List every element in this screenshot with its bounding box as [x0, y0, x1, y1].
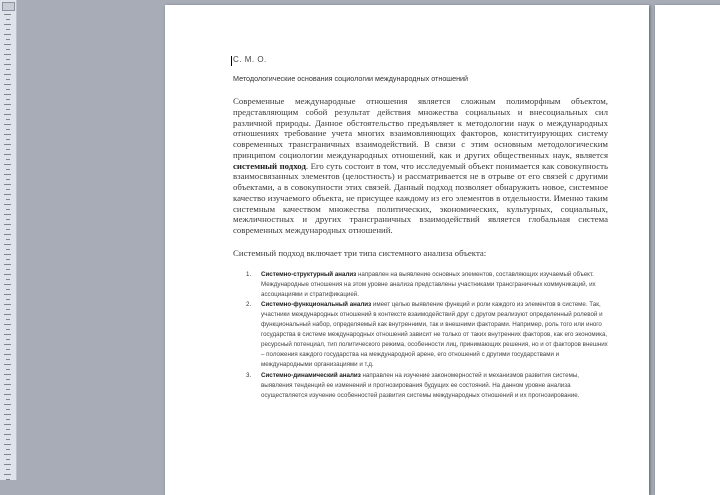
ruler-tick [6, 79, 10, 80]
ruler-tick [4, 384, 11, 385]
ruler-tick [6, 159, 10, 160]
ruler-tick [4, 274, 11, 275]
ruler-tick [6, 429, 10, 430]
page-content [233, 55, 608, 417]
ruler-tick [4, 444, 11, 445]
ruler-tick [6, 189, 10, 190]
ruler-tick [6, 419, 10, 420]
ruler-tick [4, 404, 11, 405]
ruler-tick [6, 389, 10, 390]
ruler-tick [4, 414, 11, 415]
body-paragraph [233, 96, 608, 236]
ruler-tick [4, 284, 11, 285]
list-intro: Системный подход включает три типа системного анализа объекта: [233, 247, 487, 258]
ruler-tick [4, 394, 11, 395]
ruler-tick [4, 14, 11, 15]
ruler-tick [6, 209, 10, 210]
ruler-tick [4, 214, 11, 215]
ruler-tick [4, 324, 11, 325]
ruler-tick [6, 119, 10, 120]
ruler-tick [6, 349, 10, 350]
ruler-tick [4, 374, 11, 375]
ruler-tick [6, 49, 10, 50]
ruler-tick [6, 109, 10, 110]
ruler-tick [4, 464, 11, 465]
ruler-tick [4, 364, 11, 365]
ruler-tick [4, 314, 11, 315]
ruler-tick [6, 309, 10, 310]
ruler-tick [6, 459, 10, 460]
ruler-tick [6, 449, 10, 450]
ruler-tick [6, 339, 10, 340]
ruler-tick [4, 54, 11, 55]
ruler-tick [6, 369, 10, 370]
list-item-term: Системно-динамический анализ [261, 371, 361, 379]
ruler-tick [6, 169, 10, 170]
ruler-tick [4, 234, 11, 235]
ruler-tick [6, 129, 10, 130]
ruler-tick [6, 239, 10, 240]
ruler-tick [6, 99, 10, 100]
ruler-tick [4, 44, 11, 45]
ruler-tick [4, 134, 11, 135]
paragraph-text-b: . Его суть состоит в том, что исследуемый объект понимается как совокупность взаимосвязанных элементов (целостность) и рассматривается не в отрыве от его связей с другими объектами, а в совокупности этих связей. Данный подход позволяет обнаружить новое, системное качество изучаемого объекта, не присущее каждому из его элементов в отдельности. Именно таким системным качеством множества политических, экономических, культурных, социальных, межличностных и других трансграничных взаимодействий является глобальная система современных международных отношений. [233, 160, 608, 235]
ruler-tick [4, 454, 11, 455]
next-document-page[interactable] [655, 5, 720, 495]
ruler-tick [4, 174, 11, 175]
ruler-tick [6, 19, 10, 20]
ruler-tick [6, 359, 10, 360]
list-item [233, 270, 608, 300]
text-cursor [231, 56, 232, 66]
list-item-text: направлен на выявление основных элементов, составляющих изучаемый объект. Международные отношения на этом уровне анализа представлены участниками трансграничных коммуникаций, их ассоциациями и стратификацией. [261, 270, 596, 298]
ruler-tick [6, 299, 10, 300]
ruler-tick [4, 244, 11, 245]
vertical-ruler[interactable] [0, 0, 17, 480]
document-title: Методологические основания социологии международных отношений [233, 74, 469, 83]
ruler-tick [4, 264, 11, 265]
ruler-tick [6, 329, 10, 330]
ruler-tick [6, 379, 10, 380]
ruler-tick [6, 399, 10, 400]
list-item-text: направлен на изучение закономерностей и механизмов развития системы, выявления тенденций ее изменений и прогнозирования будущих ее состояний. На данном уровне анализа осуществляется изучение особенностей развития системы международных отношений и их прогнозирование. [261, 371, 580, 399]
ruler-tick [4, 124, 11, 125]
list-item [233, 300, 608, 369]
author-text: С. М. О. [233, 55, 267, 64]
paragraph-text-a: Современные международные отношения является сложным полиморфным объектом, представляющим собой результат действия множества социальных и внесоциальных сил различной природы. Данное обстоятельство предъявляет к методологии наук о международных отношениях требование учета многих взаимовлияющих факторов, конституирующих систему современных трансграничных взаимодействий. В связи с этим основным методологическим принципом социологии международных отношений, как и других общественных наук, является [233, 96, 608, 160]
ruler-margin-marker[interactable] [2, 2, 15, 11]
ruler-tick [4, 334, 11, 335]
ruler-tick [6, 29, 10, 30]
ruler-tick [6, 139, 10, 140]
ruler-tick [4, 24, 11, 25]
ruler-tick [4, 344, 11, 345]
list-item-term: Системно-структурный анализ [261, 270, 357, 278]
analysis-types-list [233, 270, 608, 401]
ruler-tick [4, 204, 11, 205]
ruler-tick [4, 84, 11, 85]
ruler-tick [4, 114, 11, 115]
ruler-tick [4, 74, 11, 75]
ruler-tick [6, 469, 10, 470]
ruler-tick [4, 434, 11, 435]
ruler-tick [6, 279, 10, 280]
ruler-tick [4, 164, 11, 165]
ruler-tick [4, 34, 11, 35]
ruler-tick [4, 294, 11, 295]
ruler-tick [6, 259, 10, 260]
author-line [233, 55, 608, 64]
ruler-tick [6, 249, 10, 250]
document-page[interactable] [165, 5, 649, 495]
ruler-tick [4, 424, 11, 425]
ruler-tick [4, 224, 11, 225]
ruler-tick [6, 69, 10, 70]
ruler-tick [4, 474, 11, 475]
ruler-tick [6, 229, 10, 230]
ruler-tick [6, 219, 10, 220]
ruler-tick [6, 89, 10, 90]
list-item [233, 371, 608, 401]
ruler-tick [4, 184, 11, 185]
ruler-tick [4, 144, 11, 145]
list-item-number: 1. [246, 270, 252, 278]
ruler-tick [4, 354, 11, 355]
list-item-term: Системно-функциональный анализ [261, 301, 372, 309]
ruler-tick [6, 289, 10, 290]
ruler-tick [4, 94, 11, 95]
ruler-tick [6, 409, 10, 410]
ruler-tick [4, 254, 11, 255]
ruler-tick [4, 104, 11, 105]
paragraph-bold-term: системный подход [233, 160, 306, 171]
list-item-text: имеет целью выявление функций и роли каждого из элементов в системе. Так, участники международных отношений в контексте взаимодействий друг с другом реализуют определенный ролевой и функциональный набор, определяемый как внутренними, так и внешними факторами. Например, роль того или иного государства в системе международных отношений зависит не только от таких внутренних факторов, как его экономика, ресурсный потенциал, тип политического режима, особенности лиц, принимающих решения, но и от факторов внешних – положения каждого государства на международной арене, его отношений с другими государствами и международными организациями и т.д. [261, 301, 608, 368]
ruler-tick [4, 64, 11, 65]
ruler-tick [4, 154, 11, 155]
ruler-tick [6, 39, 10, 40]
list-item-number: 2. [246, 301, 252, 309]
ruler-tick [6, 179, 10, 180]
ruler-tick [6, 149, 10, 150]
ruler-tick [6, 199, 10, 200]
ruler-tick [6, 439, 10, 440]
ruler-tick [6, 269, 10, 270]
ruler-tick [4, 194, 11, 195]
list-item-number: 3. [246, 371, 252, 379]
ruler-tick [6, 319, 10, 320]
ruler-tick [6, 59, 10, 60]
ruler-tick [4, 304, 11, 305]
